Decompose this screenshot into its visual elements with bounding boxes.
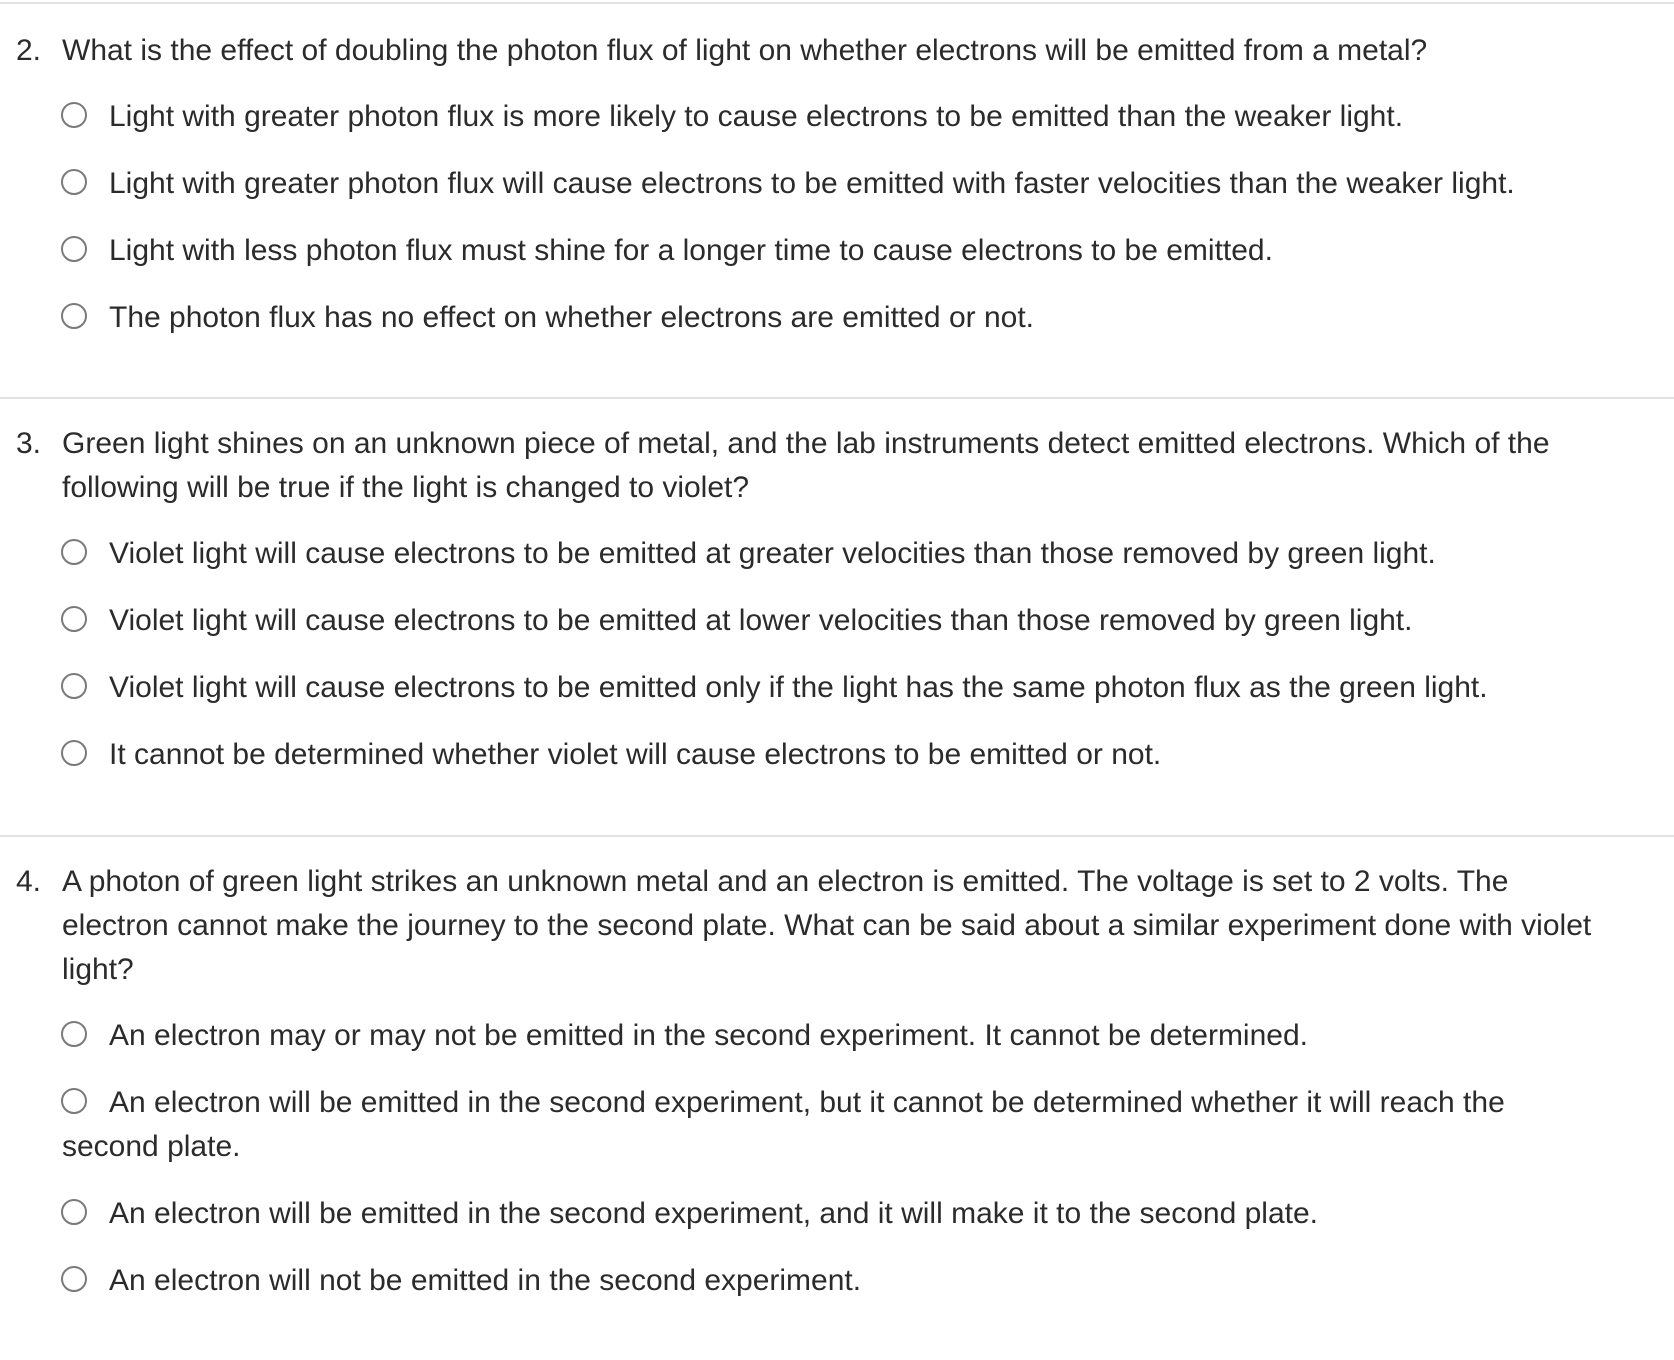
question-4 [0, 860, 1674, 1326]
radio-button[interactable] [61, 740, 87, 766]
answer-option[interactable] [0, 296, 1674, 340]
question-text: A photon of green light strikes an unknown metal and an electron is emitted. The voltage is set to 2 volts. The electron cannot make the journey to the second plate. What can be said about a similar experiment done with violet light? [62, 865, 1592, 986]
question-header [0, 860, 1674, 992]
answer-option-label[interactable]: Violet light will cause electrons to be emitted at lower velocities than those removed by green light. [109, 604, 1413, 637]
radio-button[interactable] [61, 673, 87, 699]
question-number: 4. [16, 865, 42, 898]
answer-options [0, 95, 1674, 340]
answer-option-label[interactable]: Violet light will cause electrons to be emitted at greater velocities than those removed by green light. [109, 537, 1436, 570]
answer-option-label[interactable]: An electron will be emitted in the second experiment, but it cannot be determined whether it will reach the second plate. [62, 1086, 1505, 1163]
radio-button[interactable] [61, 169, 87, 195]
radio-button[interactable] [61, 236, 87, 262]
answer-option[interactable] [0, 95, 1674, 139]
radio-button[interactable] [61, 1199, 87, 1225]
answer-options [0, 1014, 1674, 1303]
answer-option-label[interactable]: An electron may or may not be emitted in the second experiment. It cannot be determined. [109, 1019, 1308, 1052]
question-3 [0, 422, 1674, 800]
answer-options [0, 532, 1674, 777]
question-number: 3. [16, 427, 42, 460]
radio-button[interactable] [61, 539, 87, 565]
radio-button[interactable] [61, 1266, 87, 1292]
answer-option-label[interactable]: Light with greater photon flux will cause electrons to be emitted with faster velocities than the weaker light. [109, 167, 1515, 200]
answer-option-label[interactable]: It cannot be determined whether violet will cause electrons to be emitted or not. [109, 738, 1162, 771]
answer-option[interactable] [0, 1192, 1674, 1236]
radio-button[interactable] [61, 1088, 87, 1114]
answer-option[interactable] [0, 162, 1674, 206]
divider [0, 397, 1674, 399]
answer-option-label[interactable]: An electron will be emitted in the second experiment, and it will make it to the second plate. [109, 1197, 1318, 1230]
question-header [0, 29, 1674, 73]
answer-option[interactable] [0, 1081, 1674, 1169]
answer-option-label[interactable]: An electron will not be emitted in the second experiment. [109, 1264, 862, 1297]
question-text: Green light shines on an unknown piece of metal, and the lab instruments detect emitted electrons. Which of the following will be true if the light is changed to violet? [62, 427, 1550, 504]
answer-option[interactable] [0, 666, 1674, 710]
answer-option[interactable] [0, 229, 1674, 273]
radio-button[interactable] [61, 102, 87, 128]
answer-option-label[interactable]: The photon flux has no effect on whether electrons are emitted or not. [109, 301, 1035, 334]
answer-option[interactable] [0, 1259, 1674, 1303]
answer-option-label[interactable]: Light with greater photon flux is more likely to cause electrons to be emitted than the weaker light. [109, 100, 1404, 133]
question-2 [0, 29, 1674, 363]
answer-option[interactable] [0, 532, 1674, 576]
question-text: What is the effect of doubling the photon flux of light on whether electrons will be emitted from a metal? [62, 34, 1428, 67]
radio-button[interactable] [61, 606, 87, 632]
answer-option[interactable] [0, 733, 1674, 777]
divider-top [0, 2, 1674, 4]
answer-option[interactable] [0, 599, 1674, 643]
answer-option-label[interactable]: Violet light will cause electrons to be emitted only if the light has the same photon flux as the green light. [109, 671, 1488, 704]
question-number: 2. [16, 34, 42, 67]
answer-option[interactable] [0, 1014, 1674, 1058]
radio-button[interactable] [61, 1021, 87, 1047]
answer-option-label[interactable]: Light with less photon flux must shine for a longer time to cause electrons to be emitted. [109, 234, 1273, 267]
question-header [0, 422, 1674, 510]
radio-button[interactable] [61, 303, 87, 329]
divider [0, 835, 1674, 837]
